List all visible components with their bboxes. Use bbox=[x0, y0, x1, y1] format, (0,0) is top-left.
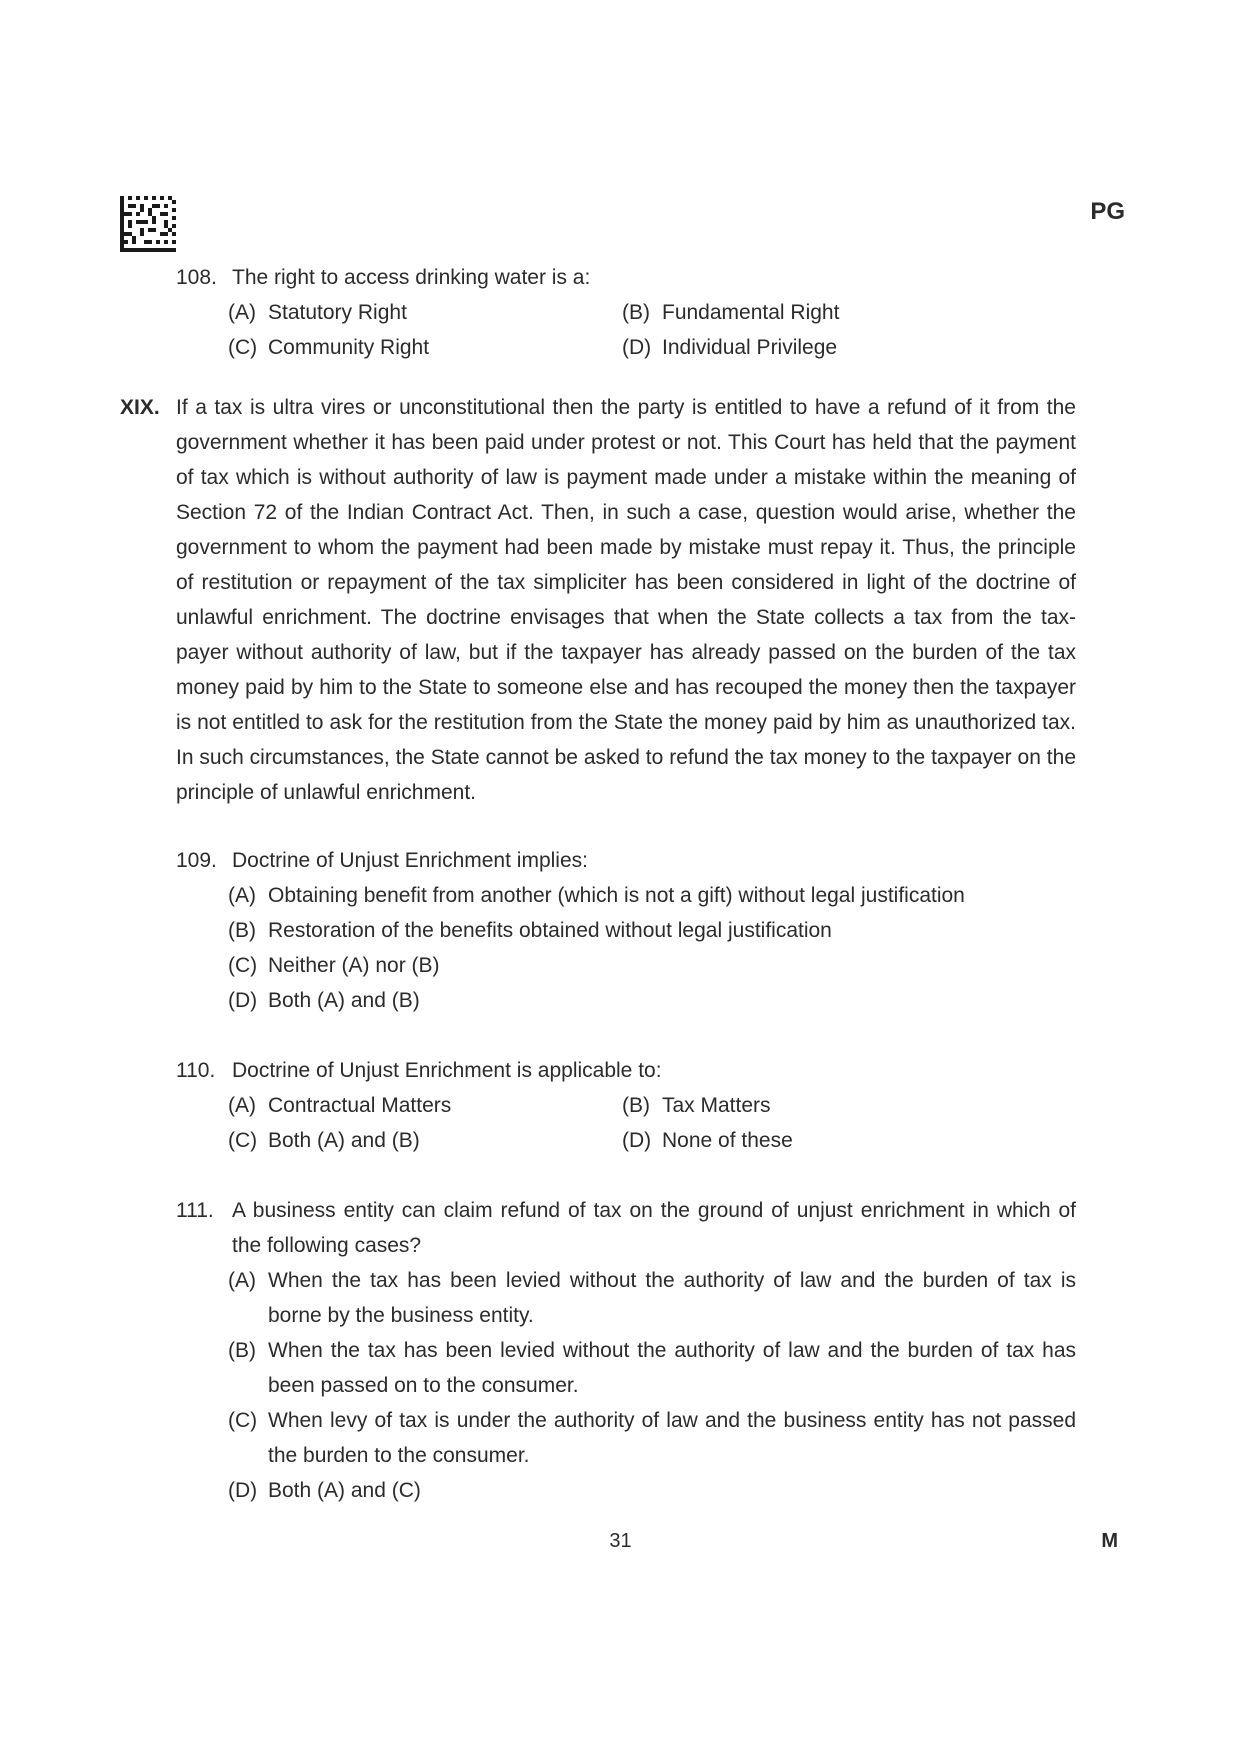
qr-code bbox=[120, 196, 176, 252]
option-label: (D) bbox=[622, 1129, 652, 1152]
option-text: Both (A) and (B) bbox=[268, 989, 420, 1012]
option-label: (D) bbox=[622, 336, 652, 359]
question-110 bbox=[176, 1053, 1076, 1158]
options-list bbox=[228, 878, 1076, 1018]
option-text: Fundamental Right bbox=[662, 301, 840, 324]
question-number: 111. bbox=[176, 1199, 214, 1222]
option-label: (A) bbox=[228, 1269, 256, 1292]
question-108 bbox=[176, 260, 1076, 365]
option-label: (D) bbox=[228, 1479, 258, 1502]
option-b bbox=[228, 1333, 1076, 1403]
option-text: Individual Privilege bbox=[662, 336, 838, 359]
option-label: (B) bbox=[228, 919, 256, 942]
option-b bbox=[622, 1088, 1016, 1123]
option-d bbox=[228, 983, 1076, 1018]
options-grid bbox=[228, 295, 1076, 365]
option-label: (C) bbox=[228, 1409, 258, 1432]
passage-xix bbox=[120, 390, 1076, 810]
option-a bbox=[228, 878, 1076, 913]
option-c bbox=[228, 948, 1076, 983]
option-c bbox=[228, 1403, 1076, 1473]
option-text: Contractual Matters bbox=[268, 1094, 452, 1117]
option-text: Statutory Right bbox=[268, 301, 407, 324]
option-d bbox=[622, 1123, 1016, 1158]
option-label: (A) bbox=[228, 301, 256, 324]
option-label: (B) bbox=[228, 1339, 256, 1362]
option-text: Both (A) and (B) bbox=[268, 1129, 420, 1152]
option-label: (A) bbox=[228, 1094, 256, 1117]
option-b bbox=[622, 295, 1016, 330]
option-text: When the tax has been levied without the authority of law and the burden of tax has been passed on to the consumer. bbox=[268, 1339, 1076, 1397]
option-text: Obtaining benefit from another (which is not a gift) without legal justification bbox=[268, 884, 965, 907]
option-label: (B) bbox=[622, 1094, 650, 1117]
passage-label: XIX. bbox=[120, 396, 160, 419]
page-number: 31 bbox=[609, 1530, 632, 1552]
option-text: Neither (A) nor (B) bbox=[268, 954, 440, 977]
option-label: (A) bbox=[228, 884, 256, 907]
option-text: When the tax has been levied without the authority of law and the burden of tax is borne by the business entity. bbox=[268, 1269, 1076, 1327]
option-text: Tax Matters bbox=[662, 1094, 771, 1117]
option-text: Restoration of the benefits obtained without legal justification bbox=[268, 919, 832, 942]
question-111 bbox=[176, 1193, 1076, 1508]
option-label: (C) bbox=[228, 336, 258, 359]
question-text: Doctrine of Unjust Enrichment is applicable to: bbox=[232, 1059, 662, 1082]
option-label: (C) bbox=[228, 1129, 258, 1152]
passage-text: If a tax is ultra vires or unconstitutional then the party is entitled to have a refund of it from the government whether it has been paid under protest or not. This Court has held that the payment of tax which is without authority of law is payment made under a mistake within the meaning of Section 72 of the Indian Contract Act. Then, in such a case, question would arise, whether the government to whom the payment had been made by mistake must repay it. Thus, the principle of restitution or repayment of the tax simpliciter has been considered in light of the doctrine of unlawful enrichment. The doctrine envisages that when the State collects a tax from the tax-payer without authority of law, but if the taxpayer has already passed on the burden of the tax money paid by him to the State to someone else and has recouped the money then the taxpayer is not entitled to ask for the restitution from the State the money paid by him as unauthorized tax. In such circumstances, the State cannot be asked to refund the tax money to the taxpayer on the principle of unlawful enrichment. bbox=[176, 396, 1076, 804]
paper-code-bottom: M bbox=[1101, 1530, 1118, 1552]
option-b bbox=[228, 913, 1076, 948]
option-a bbox=[228, 1263, 1076, 1333]
options-grid bbox=[228, 1088, 1076, 1158]
option-label: (B) bbox=[622, 301, 650, 324]
question-number: 110. bbox=[176, 1059, 216, 1082]
option-text: None of these bbox=[662, 1129, 793, 1152]
option-a bbox=[228, 295, 622, 330]
paper-code-top: PG bbox=[1090, 198, 1125, 225]
option-c bbox=[228, 1123, 622, 1158]
option-d bbox=[228, 1473, 1076, 1508]
option-c bbox=[228, 330, 622, 365]
option-text: When levy of tax is under the authority of law and the business entity has not passed the burden to the consumer. bbox=[268, 1409, 1076, 1467]
option-a bbox=[228, 1088, 622, 1123]
option-d bbox=[622, 330, 1016, 365]
option-label: (D) bbox=[228, 989, 258, 1012]
options-list bbox=[228, 1263, 1076, 1508]
question-number: 108. bbox=[176, 266, 217, 289]
question-number: 109. bbox=[176, 849, 217, 872]
question-text: Doctrine of Unjust Enrichment implies: bbox=[232, 849, 588, 872]
option-label: (C) bbox=[228, 954, 258, 977]
option-text: Both (A) and (C) bbox=[268, 1479, 421, 1502]
option-text: Community Right bbox=[268, 336, 430, 359]
question-text: The right to access drinking water is a: bbox=[232, 266, 591, 289]
question-109 bbox=[176, 843, 1076, 1018]
question-text: A business entity can claim refund of tax on the ground of unjust enrichment in which of the following cases? bbox=[232, 1199, 1076, 1257]
